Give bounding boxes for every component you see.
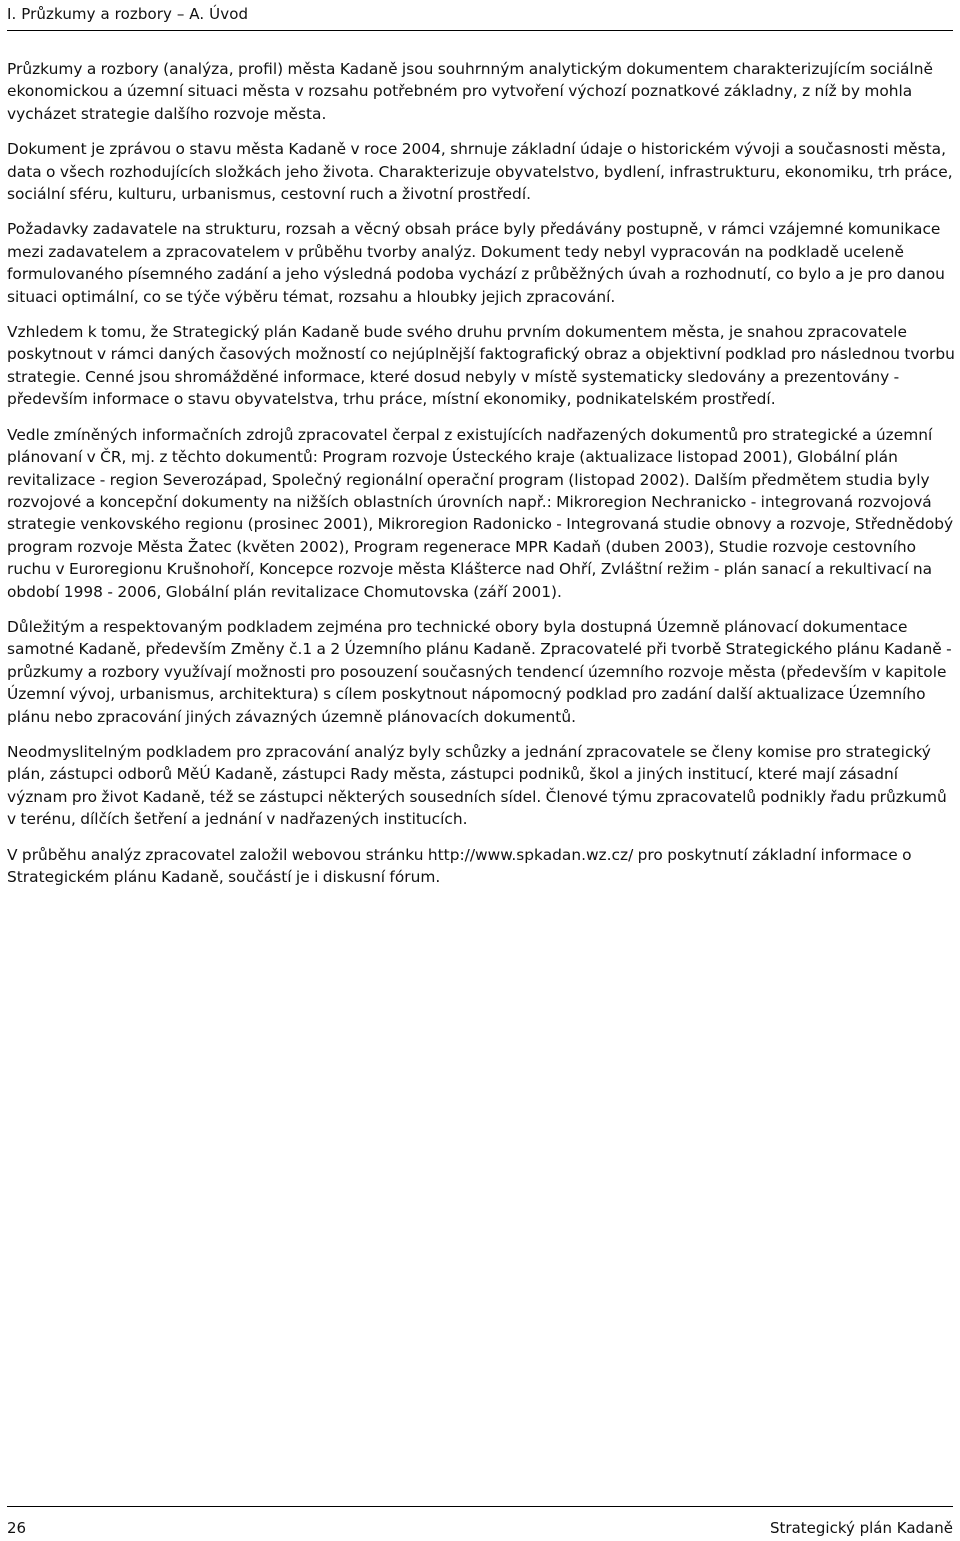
paragraph-website: V průběhu analýz zpracovatel založil webovou stránku http://www.spkadan.wz.cz/ pro poskytnutí základní informace o Strategickém plánu Kadaně, součástí je i diskusní fórum. bbox=[7, 845, 912, 886]
page-footer bbox=[7, 1506, 953, 1537]
paragraph-intro: Průzkumy a rozbory (analýza, profil) města Kadaně jsou souhrnným analytickým dokumentem charakterizujícím sociálně ekonomickou a územní situaci města v rozsahu potřebném pro vytvoření výchozí poznatkové základny, z níž by mohla vycházet strategie dalšího rozvoje města. bbox=[7, 60, 933, 123]
paragraph-sources: Vedle zmíněných informačních zdrojů zpracovatel čerpal z existujících nadřazených dokumentů pro strategické a územní plánovaní v ČR, mj. z těchto dokumentů: Program rozvoje Ústeckého kraje (aktualizace listopad 2001), Globální plán revitalizace - region Severozápad, Společný regionální operační program (listopad 2002). Dalším předmětem studia byly rozvojové a koncepční dokumenty na nižších oblastních úrovních např.: Mikroregion Nechranicko - integrovaná rozvojová strategie venkovského regionu (prosinec 2001), Mikroregion Radonicko - Integrovaná studie obnovy a rozvoje, Střednědobý program rozvoje Města Žatec (květen 2002), Program regenerace MPR Kadaň (duben 2003), Studie rozvoje cestovního ruchu v Euroregionu Krušnohoří, Koncepce rozvoje města Klášterce nad Ohří, Zvláštní režim - plán sanací a rekultivací na období 1998 - 2006, Globální plán revitalizace Chomutovska (září 2001). bbox=[7, 425, 954, 601]
paragraph-requirements: Požadavky zadavatele na strukturu, rozsah a věcný obsah práce byly předávány postupně, v rámci vzájemné komunikace mezi zadavatelem a zpracovatelem v průběhu tvorby analýz. Dokument tedy nebyl vypracován na podkladě uceleně formulovaného písemného zadání a jeho výsledná podoba vychází z průběžných úvah a rozhodnutí, co bylo a je pro danou situaci optimální, co se týče výběru témat, rozsahu a hloubky jejich zpracování. bbox=[7, 220, 945, 306]
section-title: I. Průzkumy a rozbory – A. Úvod bbox=[7, 5, 249, 23]
paragraph-strategic-plan: Vzhledem k tomu, že Strategický plán Kadaně bude svého druhu prvním dokumentem města, je snahou zpracovatele poskytnout v rámci daných časových možností co nejúplnější faktografický obraz a objektivní podklad pro následnou tvorbu strategie. Cenné jsou shromážděné informace, které dosud nebyly v místě systematicky sledovány a prezentovány - především informace o stavu obyvatelstva, trhu práce, místní ekonomiky, podnikatelském prostředí. bbox=[7, 323, 955, 409]
page-number: 26 bbox=[7, 1519, 27, 1537]
paragraph-planning-documents: Důležitým a respektovaným podkladem zejména pro technické obory byla dostupná Územně plánovací dokumentace samotné Kadaně, především Změny č.1 a 2 Územního plánu Kadaně. Zpracovatelé při tvorbě Strategického plánu Kadaně - průzkumy a rozbory využívají možnosti pro posouzení současných tendencí územního rozvoje města (především v kapitole Územní vývoj, urbanismus, architektura) s cílem poskytnout nápomocný podklad pro zadání další aktualizace Územního plánu nebo zpracování jiných závazných územně plánovacích dokumentů. bbox=[7, 617, 952, 726]
document-body bbox=[7, 58, 955, 901]
page-header bbox=[7, 2, 953, 31]
paragraph-document-scope: Dokument je zprávou o stavu města Kadaně v roce 2004, shrnuje základní údaje o historickém vývoji a současnosti města, data o všech rozhodujících složkách jeho života. Charakterizuje obyvatelstvo, bydlení, infrastrukturu, ekonomiku, trh práce, sociální sféru, kulturu, urbanismus, cestovní ruch a životní prostředí. bbox=[7, 140, 953, 204]
paragraph-meetings: Neodmyslitelným podkladem pro zpracování analýz byly schůzky a jednání zpracovatele se členy komise pro strategický plán, zástupci odborů MěÚ Kadaně, zástupci Rady města, zástupci podniků, škol a jiných institucí, které mají zásadní význam pro život Kadaně, též se zástupci některých sousedních sídel. Členové týmu zpracovatelů podnikly řadu průzkumů v terénu, dílčích šetření a jednání v nadřazených institucích. bbox=[7, 742, 947, 829]
document-name: Strategický plán Kadaně bbox=[770, 1519, 953, 1537]
